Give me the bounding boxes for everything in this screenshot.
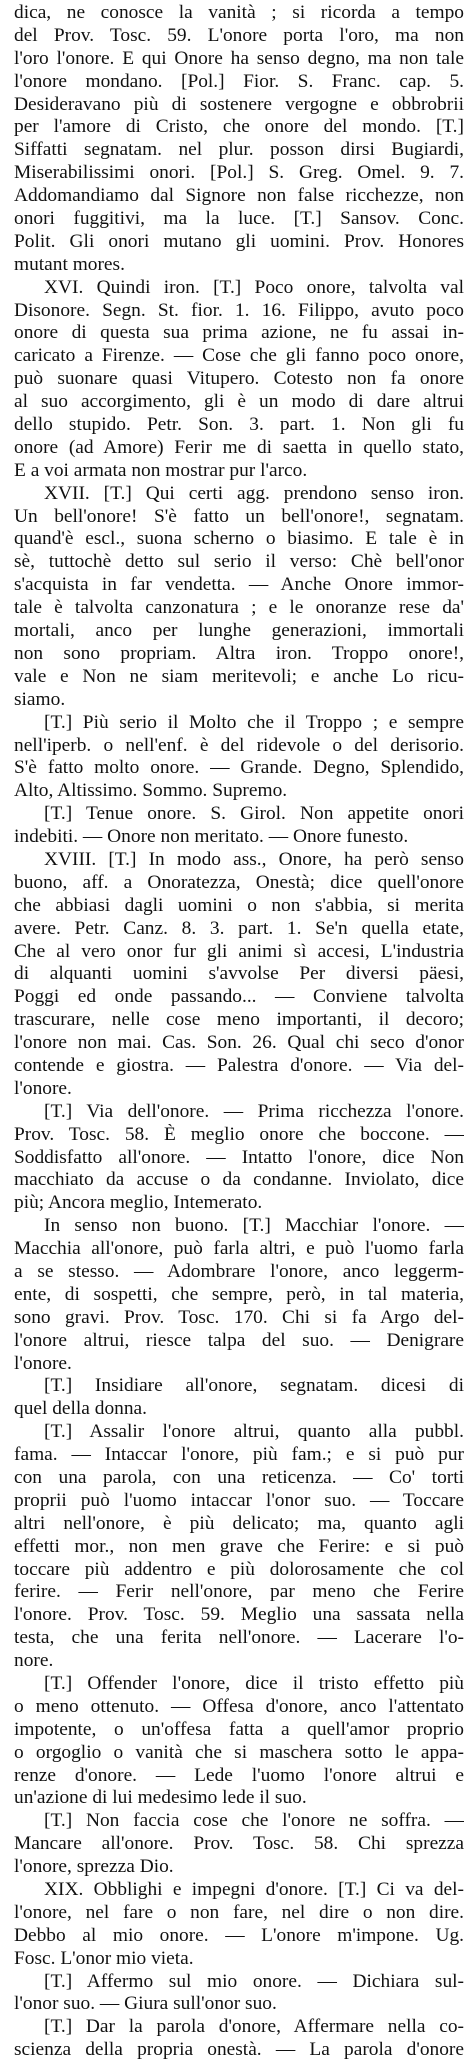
text-line: toccare più addentro e più dolorosamente che col: [14, 1558, 464, 1580]
text-line: al suo accorgimento, gli è un modo di dare altrui: [14, 391, 464, 413]
text-line: Siffatti segnatam. nel plur. posson dirsi Bugiardi,: [14, 139, 464, 161]
paragraph: [14, 803, 464, 849]
text-line: Mancare all'onore. Prov. Tosc. 58. Chi sprezza: [14, 1833, 464, 1855]
text-line: [T.] Insidiare all'onore, segnatam. dicesi di: [44, 1375, 464, 1397]
text-line: Disonore. Segn. St. fior. 1. 16. Filippo, avuto poco: [14, 299, 464, 321]
paragraph: [14, 483, 464, 712]
paragraph: [14, 2, 464, 277]
text-line: vale e Non ne siam meritevoli; e anche Lo ricu-: [14, 665, 464, 687]
text-line: nell'iperb. o nell'enf. è del ridevole o del derisorio.: [14, 734, 464, 756]
paragraph: [14, 1879, 464, 1971]
text-line: scienza della propria onestà. — La parola d'onore: [14, 2039, 464, 2061]
text-line: con una parola, con una reticenza. — Co' torti: [14, 1467, 464, 1488]
text-line: a se stesso. — Adombrare l'onore, anco leggerm-: [14, 1260, 464, 1282]
text-line: nore.: [14, 1650, 54, 1672]
text-line: siamo.: [14, 688, 66, 710]
text-line: l'onore, sprezza Dio.: [14, 1856, 174, 1878]
text-line: caricato a Firenze. — Cose che gli fanno poco onore,: [14, 345, 464, 367]
text-line: fama. — Intaccar l'onore, più fam.; e si può pur: [14, 1444, 464, 1466]
text-line: testa, che una ferita nell'onore. — Lacerare l'o-: [14, 1627, 464, 1649]
paragraph: [14, 1673, 464, 1810]
text-line: Polit. Gli onori mutano gli uomini. Prov. Honores: [14, 230, 464, 252]
text-line: XVIII. [T.] In modo ass., Onore, ha però senso: [44, 848, 464, 870]
text-line: che abbiasi dagli uomini o non s'abbia, si merita: [14, 894, 464, 916]
paragraph: [14, 849, 464, 1101]
paragraph: [14, 712, 464, 804]
text-line: s'acquista in far vendetta. — Anche Onore immor-: [14, 574, 464, 596]
text-line: XVI. Quindi iron. [T.] Poco onore, talvolta val: [44, 276, 464, 298]
text-line: Poggi ed onde passando... — Conviene talvolta: [14, 986, 464, 1008]
paragraph: [14, 1215, 464, 1375]
text-line: renze d'onore. — Lede l'uomo l'onore altrui e: [14, 1764, 464, 1786]
paragraph: [14, 1971, 464, 2017]
text-line: l'oro l'onore. E qui Onore ha senso degno, ma non tale: [14, 47, 464, 69]
paragraph: [14, 1421, 464, 1673]
text-line: quand'è escl., suona scherno o biasimo. E tale è in: [14, 528, 464, 550]
text-line: effetti mor., non men grave che Ferire: e si può: [14, 1535, 464, 1557]
text-line: mutant mores.: [14, 253, 125, 275]
text-line: ferire. — Ferir nell'onore, par meno che Ferire: [14, 1581, 464, 1603]
text-line: impotente, o un'offesa fatta a quell'amor proprio: [14, 1718, 464, 1740]
text-line: per l'amore di Cristo, che onore del mondo. [T.]: [14, 116, 464, 138]
text-line: macchiato da accuse o da condanne. Inviolato, dice: [14, 1169, 464, 1191]
text-line: un'azione di lui medesimo lede il suo.: [14, 1787, 307, 1809]
text-line: non sono propriam. Altra iron. Troppo onore!,: [14, 642, 464, 664]
paragraph: [14, 277, 464, 483]
text-line: altri nell'onore, è più delicato; ma, quanto agli: [14, 1512, 464, 1534]
text-line: sono gravi. Prov. Tosc. 170. Chi si fa Argo del-: [14, 1306, 464, 1328]
text-line: o orgoglio o vanità che si maschera sotto le appa-: [14, 1741, 464, 1763]
text-line: del Prov. Tosc. 59. L'onore porta l'oro, ma non: [14, 24, 464, 46]
text-line: Soddisfatto all'onore. — Intatto l'onore, dice Non: [14, 1146, 464, 1168]
text-line: Prov. Tosc. 58. È meglio onore che boccone. —: [14, 1123, 464, 1145]
text-line: l'onore mondano. [Pol.] Fior. S. Franc. cap. 5.: [14, 70, 464, 92]
text-line: XIX. Obblighi e impegni d'onore. [T.] Ci va del-: [44, 1879, 464, 1901]
text-line: Che al vero onor fur gli animi sì accesi, L'industria: [14, 940, 464, 962]
text-line: l'onore. Prov. Tosc. 59. Meglio una sassata nella: [14, 1604, 464, 1626]
text-line: [T.] Non faccia cose che l'onore ne soffra. —: [44, 1810, 464, 1832]
text-line: quel della donna.: [14, 1398, 147, 1420]
text-line: ente, di sospetti, che sempre, però, in tal materia,: [14, 1283, 464, 1305]
text-line: l'onore.: [14, 1352, 72, 1374]
text-line: [T.] Dar la parola d'onore, Affermare nella co-: [44, 2016, 464, 2038]
text-line: mortali, anco per lunghe generazioni, immortali: [14, 620, 464, 642]
text-line: [T.] Tenue onore. S. Girol. Non appetite onori: [44, 803, 464, 825]
text-line: indebiti. — Onore non meritato. — Onore funesto.: [14, 826, 409, 848]
text-line: In senso non buono. [T.] Macchiar l'onore. —: [44, 1215, 464, 1237]
text-line: [T.] Affermo sul mio onore. — Dichiara sul-: [44, 1970, 464, 1992]
text-line: avere. Petr. Canz. 8. 3. part. 1. Se'n quella etate,: [14, 917, 464, 939]
text-line: [T.] Via dell'onore. — Prima ricchezza l'onore.: [44, 1100, 464, 1122]
paragraph: [14, 1375, 464, 1421]
text-line: l'onore non mai. Cas. Son. 26. Qual chi seco d'onor: [14, 1032, 464, 1054]
text-line: Un bell'onore! S'è fatto un bell'onore!, segnatam.: [14, 505, 464, 527]
text-line: onore di questa sua prima azione, ne fu assai in-: [14, 322, 464, 344]
text-line: onore (ad Amore) Ferir me di saetta in quello stato,: [14, 436, 464, 458]
text-line: E a voi armata non mostrar pur l'arco.: [14, 459, 308, 481]
text-line: contende e giostra. — Palestra d'onore. — Via del-: [14, 1054, 464, 1076]
text-line: dello stupido. Petr. Son. 3. part. 1. Non gli fu: [14, 414, 464, 436]
text-line: può suonare quasi Vitupero. Cotesto non fa onore: [14, 368, 464, 390]
text-line: Fosc. L'onor mio vieta.: [14, 1947, 194, 1969]
text-line: Desideravano più di sostenere vergogne e obbrobrii: [14, 93, 464, 115]
text-line: S'è fatto molto onore. — Grande. Degno, Splendido,: [14, 757, 464, 779]
text-line: XVII. [T.] Qui certi agg. prendono senso iron.: [44, 482, 464, 504]
text-line: l'onore.: [14, 1077, 72, 1099]
text-line: sè, tuttochè detto sul serio il verso: Chè bell'onor: [14, 551, 464, 573]
text-line: tale è talvolta canzonatura ; e le onoranze rese da': [14, 597, 464, 619]
text-line: proprii può l'uomo intaccar l'onor suo. — Toccare: [14, 1489, 464, 1511]
text-line: l'onor suo. — Giura sull'onor suo.: [14, 1993, 277, 2015]
text-line: Addomandiamo dal Signore non false ricchezze, non: [14, 185, 464, 207]
text-line: Miserabilissimi onori. [Pol.] S. Greg. Omel. 9. 7.: [14, 162, 464, 184]
text-line: trascurare, nelle cose meno importanti, il decoro;: [14, 1009, 464, 1031]
text-line: Alto, Altissimo. Sommo. Supremo.: [14, 780, 288, 802]
text-line: o meno ottenuto. — Offesa d'onore, anco l'attentato: [14, 1695, 464, 1717]
text-line: [T.] Assalir l'onore altrui, quanto alla pubbl.: [44, 1421, 464, 1443]
text-line: Debbo al mio onore. — L'onore m'impone. Ug.: [14, 1924, 464, 1946]
text-line: l'onore, nel fare o non fare, nel dire o non dire.: [14, 1901, 464, 1923]
text-line: [T.] Più serio il Molto che il Troppo ; e sempre: [44, 711, 464, 733]
text-line: buono, aff. a Onoratezza, Onestà; dice quell'onore: [14, 871, 464, 893]
text-line: Macchia all'onore, può farla altri, e può l'uomo farla: [14, 1238, 464, 1260]
paragraph: [14, 2016, 464, 2062]
paragraph: [14, 1810, 464, 1879]
text-line: l'onore altrui, riesce talpa del suo. — Denigrare: [14, 1329, 464, 1351]
text-line: [T.] Offender l'onore, dice il tristo effetto più: [44, 1673, 464, 1695]
text-line: dica, ne conosce la vanità ; si ricorda a tempo: [14, 2, 464, 23]
text-line: più; Ancora meglio, Intemerato.: [14, 1192, 263, 1214]
text-line: onori fuggitivi, ma la luce. [T.] Sansov. Conc.: [14, 208, 464, 230]
paragraph: [14, 1101, 464, 1215]
text-line: di alquanti uomini s'avvolse Per diversi päesi,: [14, 963, 464, 985]
